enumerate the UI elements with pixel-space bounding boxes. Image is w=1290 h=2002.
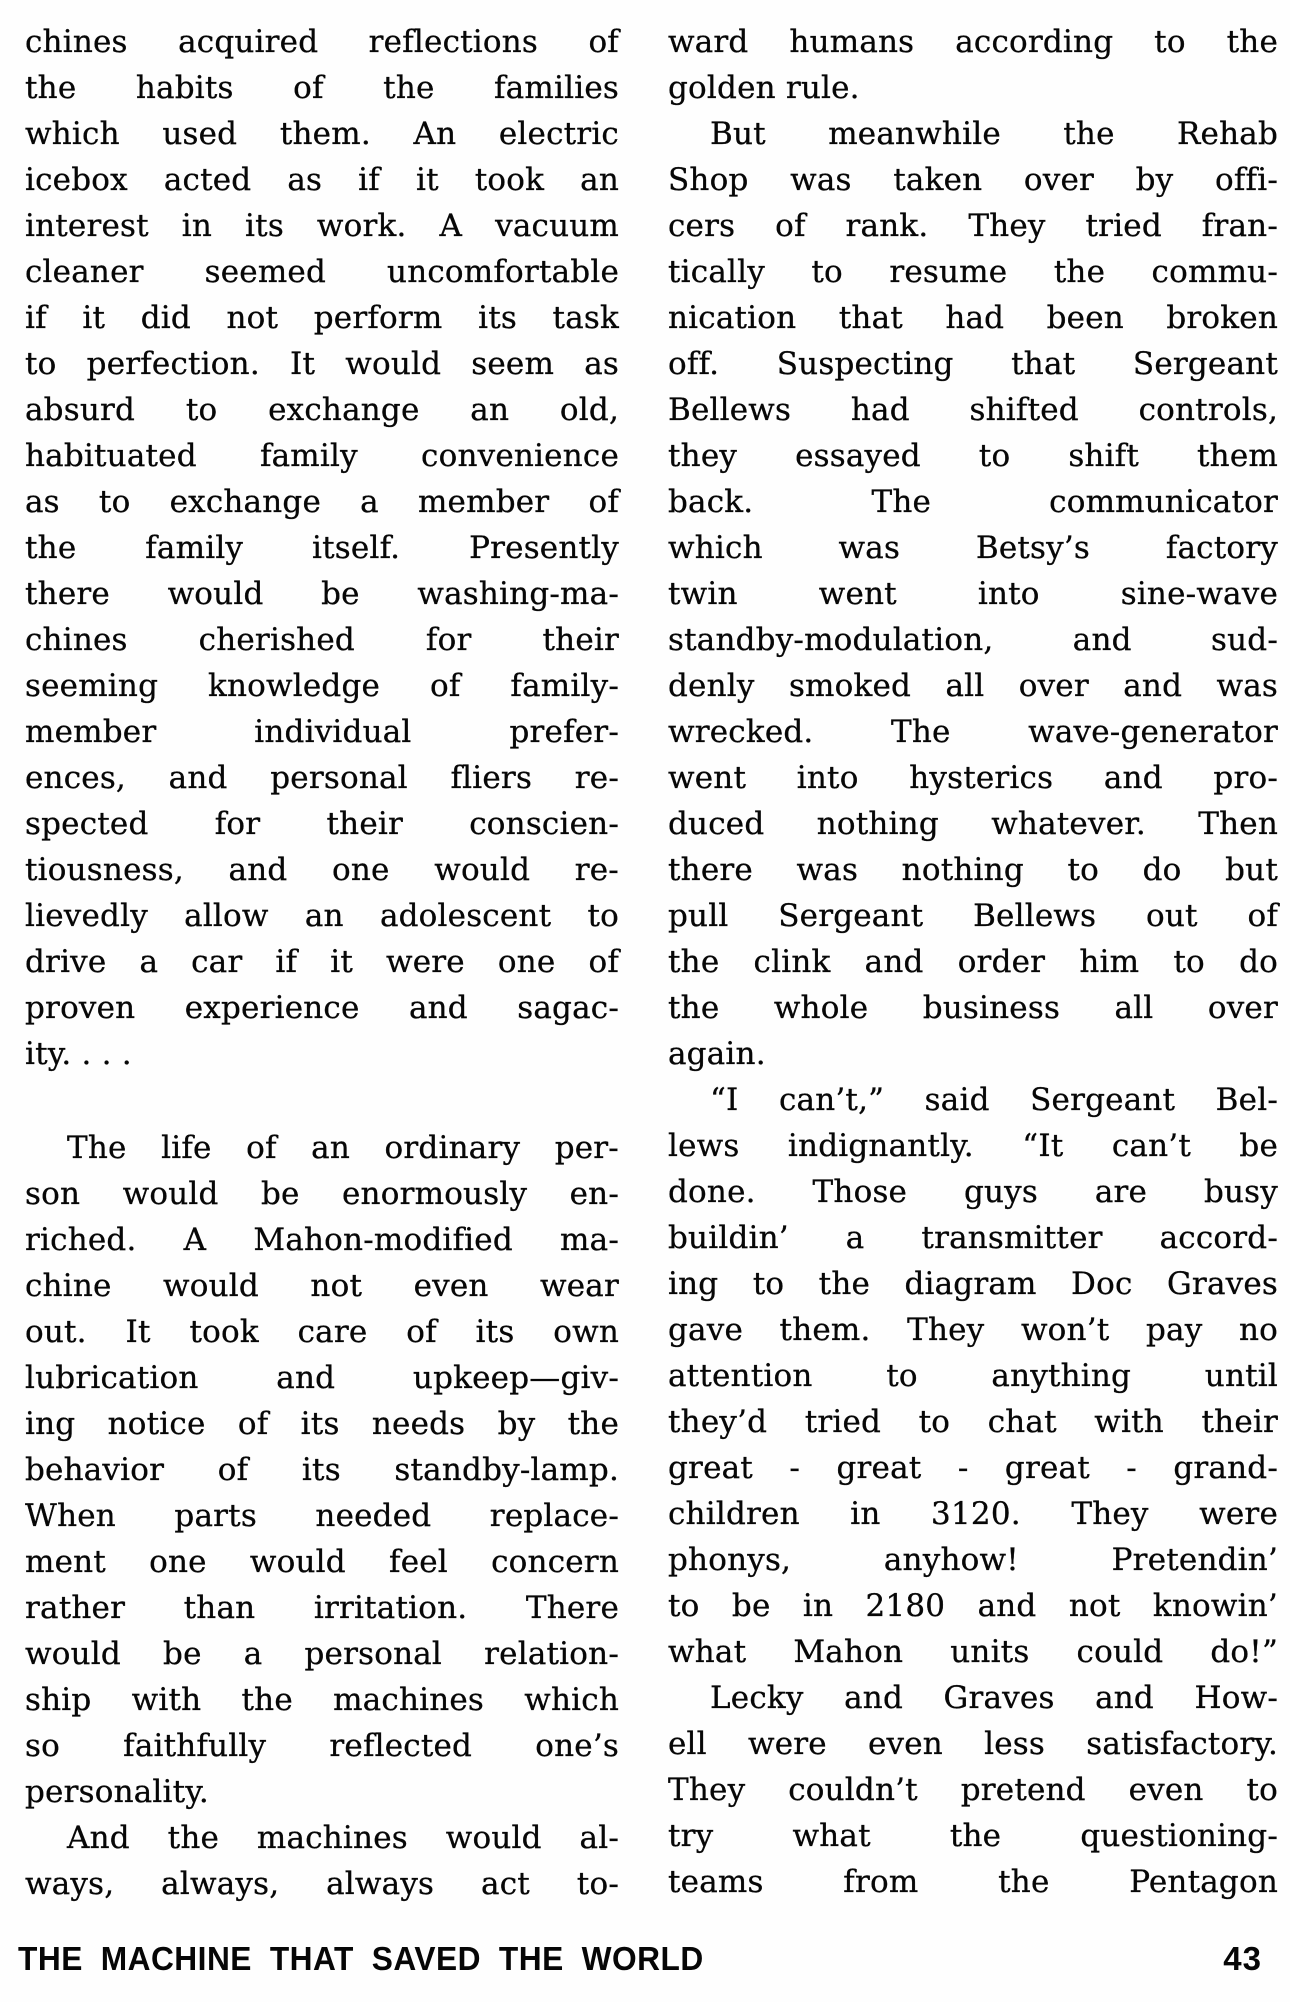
text-line: duced nothing whatever. Then [668, 806, 1278, 842]
text-line: The life of an ordinary per- [67, 1130, 619, 1166]
text-line: chine would not even wear [25, 1268, 619, 1304]
text-line: drive a car if it were one of [25, 944, 619, 980]
text-line: standby-modulation, and sud- [668, 622, 1278, 658]
text-line: tically to resume the commu- [668, 254, 1278, 290]
text-line: Lecky and Graves and How- [710, 1680, 1278, 1716]
text-line: habituated family convenience [25, 438, 619, 474]
text-line: denly smoked all over and was [668, 668, 1278, 704]
text-line: wrecked. The wave-generator [668, 714, 1278, 750]
text-line: cleaner seemed uncomfortable [25, 254, 619, 290]
text-column-right [668, 19, 1278, 1907]
text-line: great - great - great - grand- [668, 1450, 1278, 1486]
text-line: ment one would feel concern [25, 1544, 619, 1580]
text-line: proven experience and sagac- [25, 990, 619, 1026]
text-line: tiousness, and one would re- [25, 852, 619, 888]
text-line: behavior of its standby-lamp. [25, 1452, 619, 1488]
text-line: they essayed to shift them [668, 438, 1278, 474]
text-line: nication that had been broken [668, 300, 1278, 336]
text-line: off. Suspecting that Sergeant [668, 346, 1278, 382]
text-line: ward humans according to the [668, 24, 1278, 60]
text-line: But meanwhile the Rehab [710, 116, 1278, 152]
text-line: lubrication and upkeep—giv- [25, 1360, 619, 1396]
text-line: if it did not perform its task [25, 300, 619, 336]
text-line: golden rule. [668, 70, 860, 106]
text-column-left [25, 19, 619, 1907]
text-line: out. It took care of its own [25, 1314, 619, 1350]
text-line: chines acquired reflections of [25, 24, 619, 60]
text-line: They couldn’t pretend even to [668, 1772, 1278, 1808]
text-line: icebox acted as if it took an [25, 162, 619, 198]
text-line: the habits of the families [25, 70, 619, 106]
text-line: the whole business all over [668, 990, 1278, 1026]
page-footer [18, 1940, 1262, 1978]
text-line: the clink and order him to do [668, 944, 1278, 980]
text-line: interest in its work. A vacuum [25, 208, 619, 244]
text-line: twin went into sine-wave [668, 576, 1278, 612]
text-line: try what the questioning- [668, 1818, 1278, 1854]
text-line: ing notice of its needs by the [25, 1406, 619, 1442]
text-line: gave them. They won’t pay no [668, 1312, 1278, 1348]
text-line: what Mahon units could do!” [668, 1634, 1278, 1670]
text-line: lews indignantly. “It can’t be [668, 1128, 1278, 1164]
text-line: would be a personal relation- [25, 1636, 619, 1672]
text-line: back. The communicator [668, 484, 1278, 520]
text-line: When parts needed replace- [25, 1498, 619, 1534]
text-line: son would be enormously en- [25, 1176, 619, 1212]
text-line: done. Those guys are busy [668, 1174, 1278, 1210]
page-number: 43 [1223, 1940, 1262, 1977]
text-line: which used them. An electric [25, 116, 619, 152]
text-line: attention to anything until [668, 1358, 1278, 1394]
text-line: Bellews had shifted controls, [668, 392, 1278, 428]
text-line: ing to the diagram Doc Graves [668, 1266, 1278, 1302]
text-line: there was nothing to do but [668, 852, 1278, 888]
text-line: pull Sergeant Bellews out of [668, 898, 1278, 934]
text-line: phonys, anyhow! Pretendin’ [668, 1542, 1278, 1578]
text-line: to be in 2180 and not knowin’ [668, 1588, 1278, 1624]
text-line: as to exchange a member of [25, 484, 619, 520]
text-line: riched. A Mahon-modified ma- [25, 1222, 619, 1258]
text-line: absurd to exchange an old, [25, 392, 619, 428]
text-line: rather than irritation. There [25, 1590, 619, 1626]
text-line: the family itself. Presently [25, 530, 619, 566]
running-title: THE MACHINE THAT SAVED THE WORLD [18, 1940, 704, 1977]
text-line: personality. [25, 1774, 209, 1810]
text-line: ship with the machines which [25, 1682, 619, 1718]
text-line: ways, always, always act to- [25, 1866, 619, 1902]
text-line: seeming knowledge of family- [25, 668, 619, 704]
text-line: lievedly allow an adolescent to [25, 898, 619, 934]
text-line: ell were even less satisfactory. [668, 1726, 1278, 1762]
text-line: again. [668, 1036, 766, 1072]
text-line: which was Betsy’s factory [668, 530, 1278, 566]
text-line: went into hysterics and pro- [668, 760, 1278, 796]
text-line: so faithfully reflected one’s [25, 1728, 619, 1764]
text-line: children in 3120. They were [668, 1496, 1278, 1532]
text-line: spected for their conscien- [25, 806, 619, 842]
text-line: to perfection. It would seem as [25, 346, 619, 382]
text-line: cers of rank. They tried fran- [668, 208, 1278, 244]
text-line: buildin’ a transmitter accord- [668, 1220, 1278, 1256]
text-line: teams from the Pentagon [668, 1864, 1278, 1900]
text-line: chines cherished for their [25, 622, 619, 658]
text-line: “I can’t,” said Sergeant Bel- [710, 1082, 1278, 1118]
text-line: there would be washing-ma- [25, 576, 619, 612]
text-line: Shop was taken over by offi- [668, 162, 1278, 198]
text-line: And the machines would al- [67, 1820, 619, 1856]
text-line: they’d tried to chat with their [668, 1404, 1278, 1440]
text-line: ity. . . . [25, 1036, 132, 1072]
text-line: member individual prefer- [25, 714, 619, 750]
text-line: ences, and personal fliers re- [25, 760, 619, 796]
